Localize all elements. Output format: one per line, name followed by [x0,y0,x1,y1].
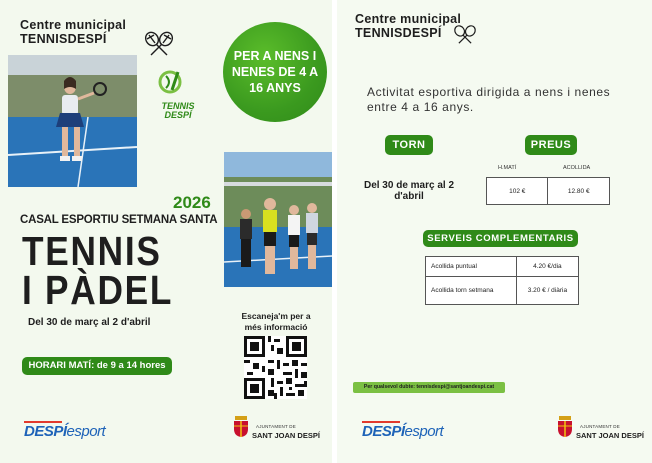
crest-icon [556,414,574,438]
ajuntament-small-text: AJUNTAMENT DE [256,424,296,429]
serveis-table [425,256,579,305]
servei-price: 4.20 €/dia [516,257,578,277]
despi-logo-line [24,421,62,423]
despi-esport-logo-right [362,423,443,440]
table-row [426,277,579,305]
rackets-icon [452,24,478,44]
serveis-label: SERVEIS COMPLEMENTARIS [423,230,578,247]
tennis-despi-logo [148,68,208,124]
dates-right: Del 30 de març al 2 d'abril [363,180,455,202]
casal-title: CASAL ESPORTIU SETMANA SANTA [20,214,218,226]
preus-label: PREUS [525,135,577,155]
activity-description: Activitat esportiva dirigida a nens i nenes entre 4 a 16 anys. [367,85,611,114]
ajuntament-logo [228,414,320,450]
headline-line1: TENNIS [22,228,162,274]
ajuntament-name: SANT JOAN DESPÍ [252,431,320,440]
scan-text: Escaneja'm per a més informació [241,311,311,332]
dates-left: Del 30 de març al 2 d'abril [28,317,151,328]
center-title-line1: Centre municipal [20,18,127,32]
despi-logo-suffix: esport [404,423,444,440]
center-title-right-line2: TENNISDESPÍ [355,26,442,40]
despi-esport-logo [24,423,105,440]
ajuntament-logo-right [552,414,644,450]
tennis-player-photo [8,55,137,187]
servei-name: Acollida puntual [426,257,517,277]
horari-badge: HORARI MATÍ: de 9 a 14 hores [22,357,172,375]
headline-line2: I PÀDEL [22,267,174,313]
year: 2026 [173,193,211,212]
center-title-left [20,18,126,46]
price-header-acollida: ACOLLIDA [563,165,591,171]
despi-logo-suffix: esport [66,423,106,440]
contact-badge[interactable]: Per qualsevol dubte: tennisdespi@santjoandespi.cat [353,382,505,393]
kids-photo [224,152,332,287]
table-row [426,257,579,277]
price-table [486,177,610,205]
center-title-line2: TENNISDESPÍ [20,32,107,46]
qr-code[interactable] [244,336,307,399]
price-acollida: 12.80 € [548,178,610,205]
center-title-right [355,12,461,40]
torn-label: TORN [385,135,433,155]
servei-name: Acollida torn setmana [426,277,517,305]
servei-price: 3.20 € / diària [516,277,578,305]
ajuntament-small-text: AJUNTAMENT DE [580,424,620,429]
age-badge: PER A NENS I NENES DE 4 A 16 ANYS [223,22,327,122]
center-title-right-line1: Centre municipal [355,12,462,26]
despi-logo-prefix: DESPÍ [362,423,405,440]
tennis-logo-text: TENNIS DESPÍ [161,101,195,120]
despi-logo-line [362,421,400,423]
rackets-icon [142,30,176,56]
crest-icon [232,414,250,438]
price-header-hmati: H.MATÍ [498,165,517,171]
price-hmati: 102 € [487,178,548,205]
despi-logo-prefix: DESPÍ [24,423,67,440]
ajuntament-name: SANT JOAN DESPÍ [576,431,644,440]
